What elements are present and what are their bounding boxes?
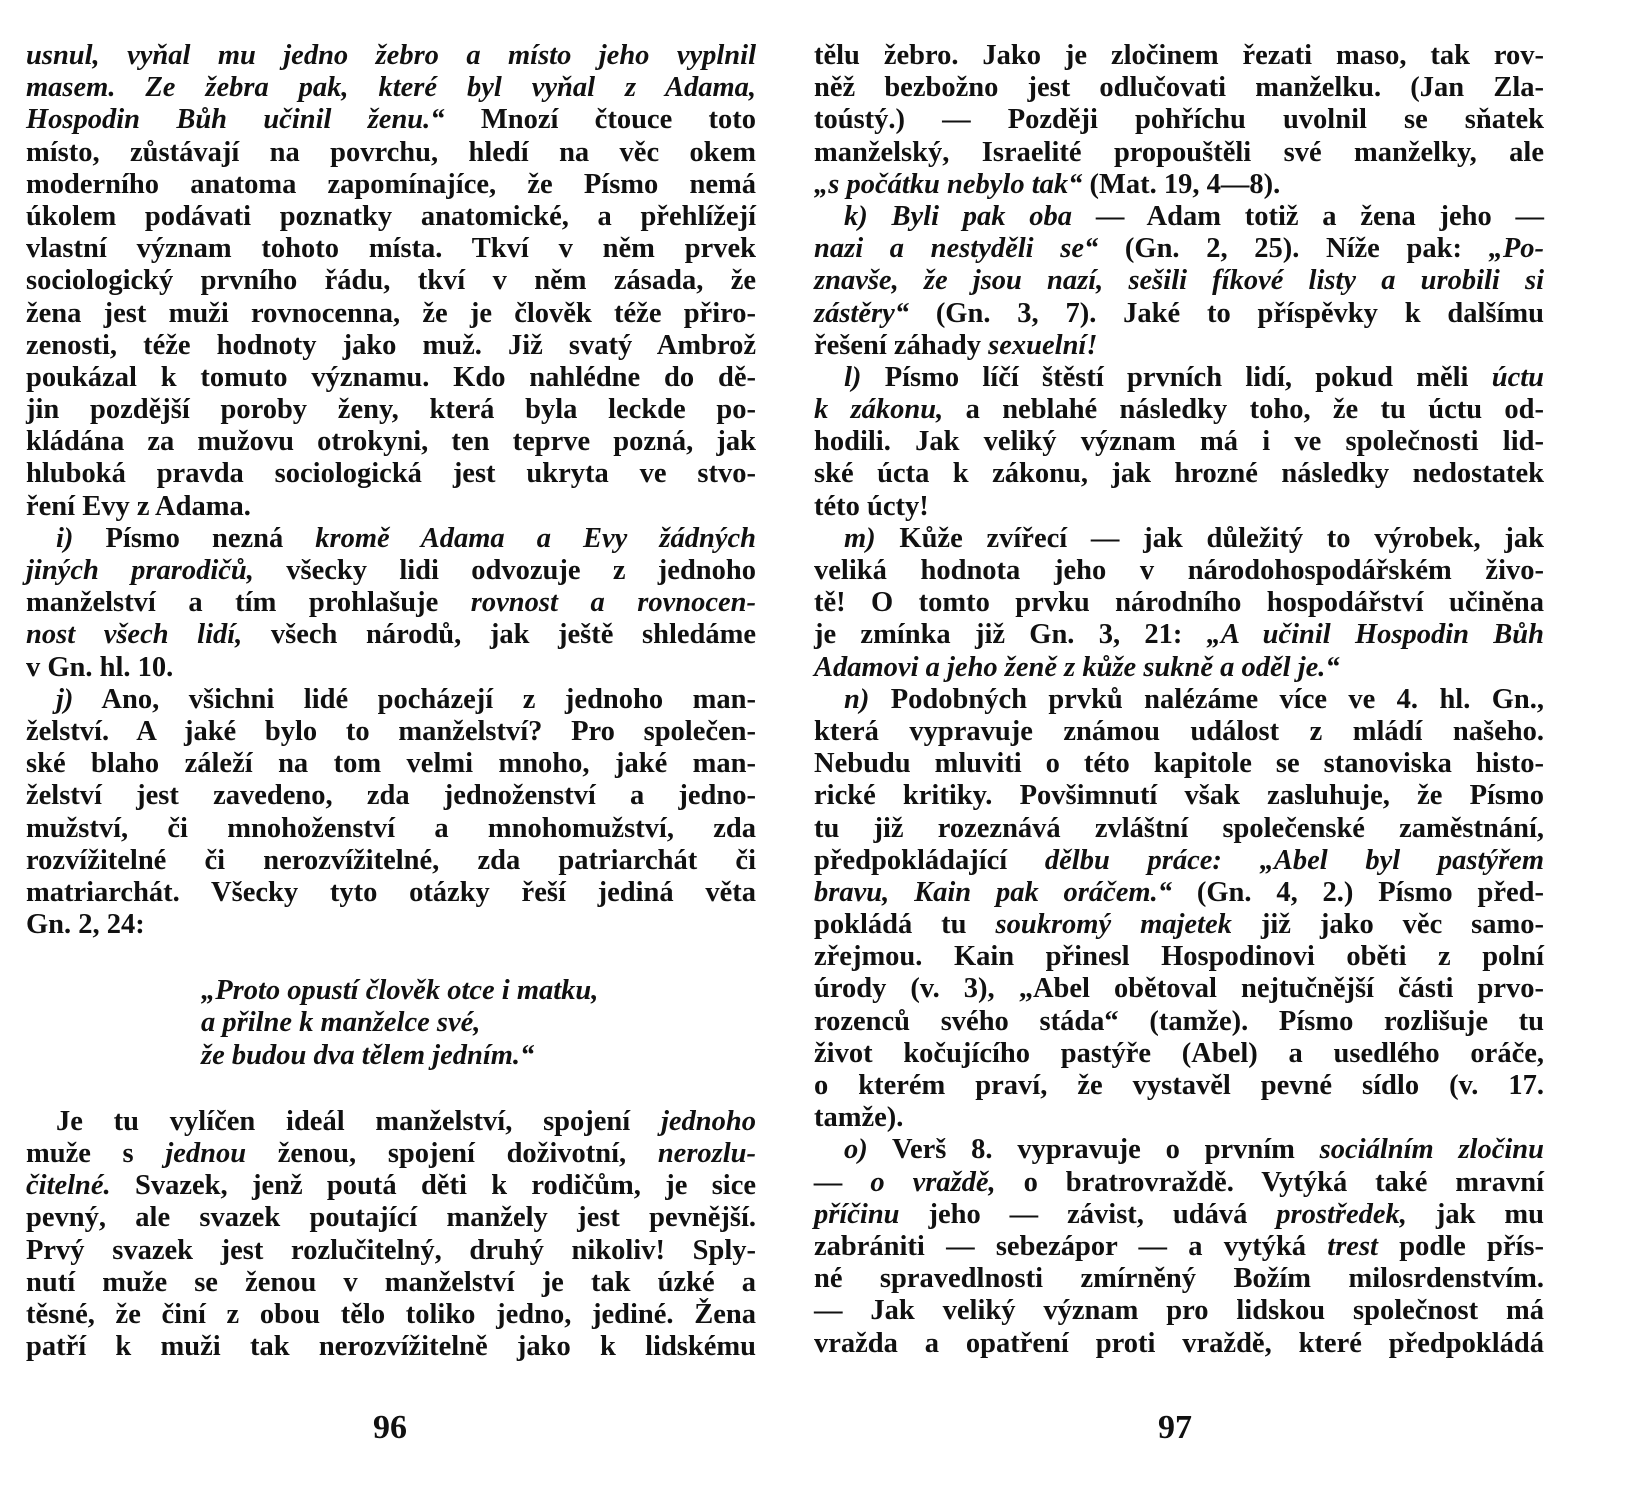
text-segment: Podobných prvků nalézáme více ve 4. hl. Gn., <box>869 683 1544 715</box>
text-line <box>814 1295 1544 1327</box>
text-line <box>814 555 1544 587</box>
text-segment: moderního anatoma zapomínajíce, že Písmo nemá <box>26 168 756 200</box>
text-line <box>26 716 756 748</box>
italic-text: „s počátku nebylo tak“ <box>814 168 1083 200</box>
text-line <box>26 40 756 72</box>
text-segment: Mnozí čtouce toto <box>444 104 756 136</box>
text-segment: pokládá tu <box>814 909 996 941</box>
italic-text: prostředek, <box>1276 1198 1407 1230</box>
text-segment: muže s <box>26 1138 166 1169</box>
text-line <box>814 330 1544 362</box>
italic-text: m) <box>844 522 876 554</box>
text-segment: o bratrovraždě. Vytýká také mravní <box>995 1166 1544 1198</box>
text-segment: tamže). <box>814 1102 904 1134</box>
italic-text: n) <box>844 683 870 715</box>
text-segment: Prvý svazek jest rozlučitelný, druhý nikoliv! Sply- <box>26 1234 756 1266</box>
page-number-right: 97 <box>1158 1409 1192 1446</box>
verse-line <box>26 975 756 1007</box>
text-line <box>26 72 756 104</box>
italic-text: sexuelní! <box>988 329 1098 361</box>
text-line <box>26 298 756 330</box>
text-segment: Verš 8. vypravuje o prvním <box>867 1134 1320 1166</box>
italic-text: příčinu <box>814 1198 900 1230</box>
text-line <box>26 491 756 523</box>
text-segment: žena jest muži rovnocenna, že je člověk téže přiro- <box>26 297 756 329</box>
text-line <box>814 1134 1544 1166</box>
text-line <box>814 587 1544 619</box>
italic-text: Hospodin Bůh učinil ženu.“ <box>26 104 445 136</box>
text-segment: rozenců svého stáda“ (tamže). Písmo rozlišuje tu <box>814 1005 1544 1037</box>
text-line <box>814 362 1544 394</box>
text-line <box>26 909 756 941</box>
italic-text: jednoho <box>660 1105 756 1137</box>
text-line <box>26 780 756 812</box>
text-segment: matriarchát. Všecky tyto otázky řeší jediná věta <box>26 876 756 908</box>
text-line <box>26 458 756 490</box>
italic-text: j) <box>56 683 74 715</box>
text-segment: řešení záhady <box>814 329 989 361</box>
italic-text: čitelné. <box>26 1170 111 1202</box>
text-segment: Písmo líčí štěstí prvních lidí, pokud měli <box>861 361 1492 393</box>
italic-text: zástěry“ <box>814 297 909 329</box>
text-segment: né spravedlnosti zmírněný Božím milosrdenstvím. <box>814 1263 1544 1295</box>
text-line <box>814 748 1544 780</box>
text-line <box>26 362 756 394</box>
italic-text: i) <box>56 522 74 554</box>
text-line <box>814 780 1544 812</box>
italic-text: jednou <box>165 1138 247 1169</box>
text-line <box>814 1070 1544 1102</box>
text-segment: (Gn. 2, 25). Níže pak: <box>1098 233 1489 265</box>
text-segment: — Adam totiž a žena jeho — <box>1072 200 1544 232</box>
italic-text: Adamovi a jeho ženě z kůže sukně a oděl je.“ <box>814 651 1340 683</box>
text-line <box>26 652 756 684</box>
text-segment: místo, zůstávají na povrchu, hledí na věc okem <box>26 136 756 168</box>
text-line <box>26 233 756 265</box>
text-segment: zřejmou. Kain přinesl Hospodinovi oběti z polní <box>814 941 1544 973</box>
italic-text: soukromý majetek <box>995 909 1232 941</box>
text-line <box>26 1138 756 1170</box>
text-line <box>814 716 1544 748</box>
text-line <box>814 491 1544 523</box>
italic-text: masem. Ze žebra pak, které byl vyňal z Adama, <box>26 72 756 104</box>
text-line <box>814 941 1544 973</box>
italic-text: že budou dva tělem jedním.“ <box>201 1039 535 1071</box>
italic-text: l) <box>844 361 862 393</box>
text-segment: ření Evy z Adama. <box>26 490 251 522</box>
text-segment: Písmo nezná <box>73 522 316 554</box>
right-page-text <box>814 40 1544 1360</box>
italic-text: znavše, že jsou nazí, sešili fíkové listy a urobili si <box>814 265 1544 297</box>
text-segment: nutí muže se ženou v manželství je tak úzké a <box>26 1266 756 1298</box>
text-line <box>26 201 756 233</box>
text-line <box>26 1235 756 1267</box>
text-segment: jak mu <box>1406 1198 1544 1230</box>
text-segment: podle přís- <box>1377 1230 1544 1262</box>
italic-text: úctu <box>1491 361 1544 393</box>
text-line <box>26 587 756 619</box>
text-segment: sociologický prvního řádu, tkví v něm zásada, že <box>26 265 756 297</box>
text-line <box>814 40 1544 72</box>
text-line <box>26 394 756 426</box>
text-segment: této úcty! <box>814 490 929 522</box>
text-line <box>26 748 756 780</box>
text-segment: (Gn. 4, 2.) Písmo před- <box>1171 876 1544 908</box>
text-line <box>814 845 1544 877</box>
text-segment: pevný, ale svazek poutající manžely jest pevnější. <box>26 1202 756 1234</box>
text-segment: ské blaho záleží na tom velmi mnoho, jaké man- <box>26 748 756 780</box>
text-line <box>814 973 1544 1005</box>
italic-text: dělbu práce: „Abel byl pastýřem <box>1044 844 1544 876</box>
text-segment: manželství a tím prohlašuje <box>26 587 471 619</box>
text-line <box>26 169 756 201</box>
italic-text: k) Byli pak oba <box>844 200 1073 232</box>
text-line <box>814 104 1544 136</box>
text-line <box>26 523 756 555</box>
text-line <box>26 1331 756 1363</box>
text-line <box>26 1202 756 1234</box>
text-line <box>814 201 1544 233</box>
text-line <box>814 1199 1544 1231</box>
text-line <box>814 72 1544 104</box>
left-page-text <box>26 40 756 1363</box>
italic-text: „A učinil Hospodin Bůh <box>1206 619 1545 651</box>
text-line <box>814 426 1544 458</box>
italic-text: „Po- <box>1488 233 1545 265</box>
text-segment: toústý.) — Později pohříchu uvolnil se sňatek <box>814 104 1544 136</box>
text-line <box>26 426 756 458</box>
text-line <box>26 1299 756 1331</box>
text-segment: Je tu vylíčen ideál manželství, spojení <box>56 1105 661 1137</box>
text-segment: kládána za mužovu otrokyni, ten teprve pozná, jak <box>26 426 756 458</box>
text-line <box>26 104 756 136</box>
text-line <box>814 1167 1544 1199</box>
text-segment: o kterém praví, že vystavěl pevné sídlo (v. 17. <box>814 1070 1544 1101</box>
text-segment: hluboká pravda sociologická jest ukryta ve stvo- <box>26 458 756 490</box>
italic-text: nost všech lidí, <box>26 619 243 651</box>
text-segment: želství. A jaké bylo to manželství? Pro společen- <box>26 715 756 747</box>
text-line <box>26 1106 756 1138</box>
italic-text: „Proto opustí člověk otce i matku, <box>201 975 599 1007</box>
italic-text: trest <box>1327 1230 1378 1262</box>
text-line <box>814 1328 1544 1360</box>
text-segment: ženou, spojení doživotní, <box>246 1138 658 1169</box>
text-segment: manželský, Israelité propouštěli své manželky, ale <box>814 136 1544 168</box>
text-line <box>26 1267 756 1299</box>
text-line <box>814 458 1544 490</box>
text-segment: tě! O tomto prvku národního hospodářství učiněna <box>814 587 1544 619</box>
text-segment: Nebudu mluviti o této kapitole se stanoviska histo- <box>814 748 1544 780</box>
text-line <box>814 619 1544 651</box>
text-line <box>26 137 756 169</box>
text-line <box>814 137 1544 169</box>
text-segment: vlastní význam tohoto místa. Tkví v něm prvek <box>26 233 756 265</box>
italic-text: jiných prarodičů, <box>26 555 254 586</box>
verse-line <box>26 1040 756 1072</box>
text-line <box>26 265 756 297</box>
text-segment: úrody (v. 3), „Abel obětoval nejtučnější části prvo- <box>814 973 1544 1005</box>
text-segment: Ano, všichni lidé pocházejí z jednoho man- <box>73 683 756 715</box>
text-segment: veliká hodnota jeho v národohospodářském živo- <box>814 555 1544 586</box>
text-line <box>26 330 756 362</box>
page-number-left: 96 <box>373 1409 407 1446</box>
text-line <box>814 813 1544 845</box>
text-line <box>814 523 1544 555</box>
text-segment: vražda a opatření proti vraždě, které předpokládá <box>814 1327 1544 1359</box>
text-segment: zabrániti — sebezápor — a vytýká <box>814 1230 1328 1262</box>
text-segment: patří k muži tak nerozvížitelně jako k lidskému <box>26 1331 756 1363</box>
text-segment: těsné, že činí z obou tělo toliko jedno, jediné. Žena <box>26 1298 756 1330</box>
text-line <box>26 1170 756 1202</box>
text-segment: (Gn. 3, 7). Jaké to příspěvky k dalšímu <box>909 297 1544 329</box>
italic-text: nazi a nestyděli se“ <box>814 233 1099 265</box>
text-line <box>814 877 1544 909</box>
text-segment: a neblahé následky toho, že tu úctu od- <box>943 394 1544 426</box>
text-line <box>814 298 1544 330</box>
text-segment: život kočujícího pastýře (Abel) a usedlého oráče, <box>814 1037 1544 1069</box>
text-line <box>814 233 1544 265</box>
text-segment: která vypravuje známou událost z mládí našeho. <box>814 715 1544 747</box>
text-line <box>26 619 756 651</box>
text-segment: již jako věc samo- <box>1231 909 1545 941</box>
text-line <box>814 909 1544 941</box>
text-segment: jeho — závist, udává <box>899 1198 1277 1230</box>
text-segment: mužství, či mnohoženství a mnohomužství, zda <box>26 812 756 844</box>
text-line <box>814 1263 1544 1295</box>
text-segment: (Mat. 19, 4—8). <box>1082 168 1281 200</box>
text-segment: předpokládající <box>814 844 1045 876</box>
italic-text: kromě Adama a Evy žádných <box>315 522 756 554</box>
text-segment: poukázal k tomuto významu. Kdo nahlédne do dě- <box>26 361 756 393</box>
text-line <box>814 169 1544 201</box>
text-line <box>814 1006 1544 1038</box>
italic-text: nerozlu- <box>657 1138 757 1169</box>
text-line <box>814 684 1544 716</box>
text-segment: ské úcta k zákonu, jak hrozné následky nedostatek <box>814 458 1544 490</box>
text-line <box>814 652 1544 684</box>
text-segment: něž bezbožno jest odlučovati manželku. (Jan Zla- <box>814 72 1544 104</box>
text-segment: Gn. 2, 24: <box>26 909 145 941</box>
text-segment: tu již rozeznává zvláštní společenské zaměstnání, <box>814 812 1544 844</box>
text-segment: je zmínka již Gn. 3, 21: <box>814 619 1207 651</box>
text-segment: zenosti, téže hodnoty jako muž. Již svatý Ambrož <box>26 329 756 361</box>
text-line <box>814 265 1544 297</box>
text-segment: v Gn. hl. 10. <box>26 651 174 683</box>
italic-text: usnul, vyňal mu jedno žebro a místo jeho vyplnil <box>26 40 756 71</box>
text-segment: rozvížitelné či nerozvížitelné, zda patriarchát či <box>26 844 756 876</box>
italic-text: k zákonu, <box>814 394 944 426</box>
text-segment: všech národů, jak ještě shledáme <box>242 619 757 651</box>
verse-line <box>26 1007 756 1039</box>
text-segment: rické kritiky. Povšimnutí však zasluhuje, že Písmo <box>814 780 1544 812</box>
text-segment: Kůže zvířecí — jak důležitý to výrobek, jak <box>875 522 1544 554</box>
text-line <box>26 684 756 716</box>
text-segment: úkolem podávati poznatky anatomické, a přehlížejí <box>26 200 756 232</box>
italic-text: o) <box>844 1134 868 1166</box>
text-segment: Svazek, jenž poutá děti k rodičům, je sice <box>110 1170 756 1202</box>
text-line <box>26 877 756 909</box>
text-line <box>814 1102 1544 1134</box>
text-line <box>814 394 1544 426</box>
text-segment: hodili. Jak veliký význam má i ve společnosti lid- <box>814 426 1544 458</box>
italic-text: sociálním zločinu <box>1319 1134 1544 1166</box>
text-line <box>26 813 756 845</box>
text-segment: — Jak veliký význam pro lidskou společnost má <box>814 1295 1544 1327</box>
text-segment: želství jest zavedeno, zda jednoženství a jedno- <box>26 780 756 812</box>
italic-text: — o vraždě, <box>814 1166 996 1198</box>
text-line <box>814 1038 1544 1070</box>
italic-text: rovnost a rovnocen- <box>470 587 756 619</box>
text-segment: všecky lidi odvozuje z jednoho <box>253 555 757 586</box>
text-segment: jin pozdější poroby ženy, která byla leckde po- <box>26 394 756 426</box>
italic-text: bravu, Kain pak oráčem.“ <box>814 876 1172 908</box>
text-line <box>26 845 756 877</box>
text-line <box>814 1231 1544 1263</box>
text-segment: tělu žebro. Jako je zločinem řezati maso, tak rov- <box>814 40 1544 71</box>
text-line <box>26 555 756 587</box>
italic-text: a přilne k manželce své, <box>201 1007 481 1039</box>
